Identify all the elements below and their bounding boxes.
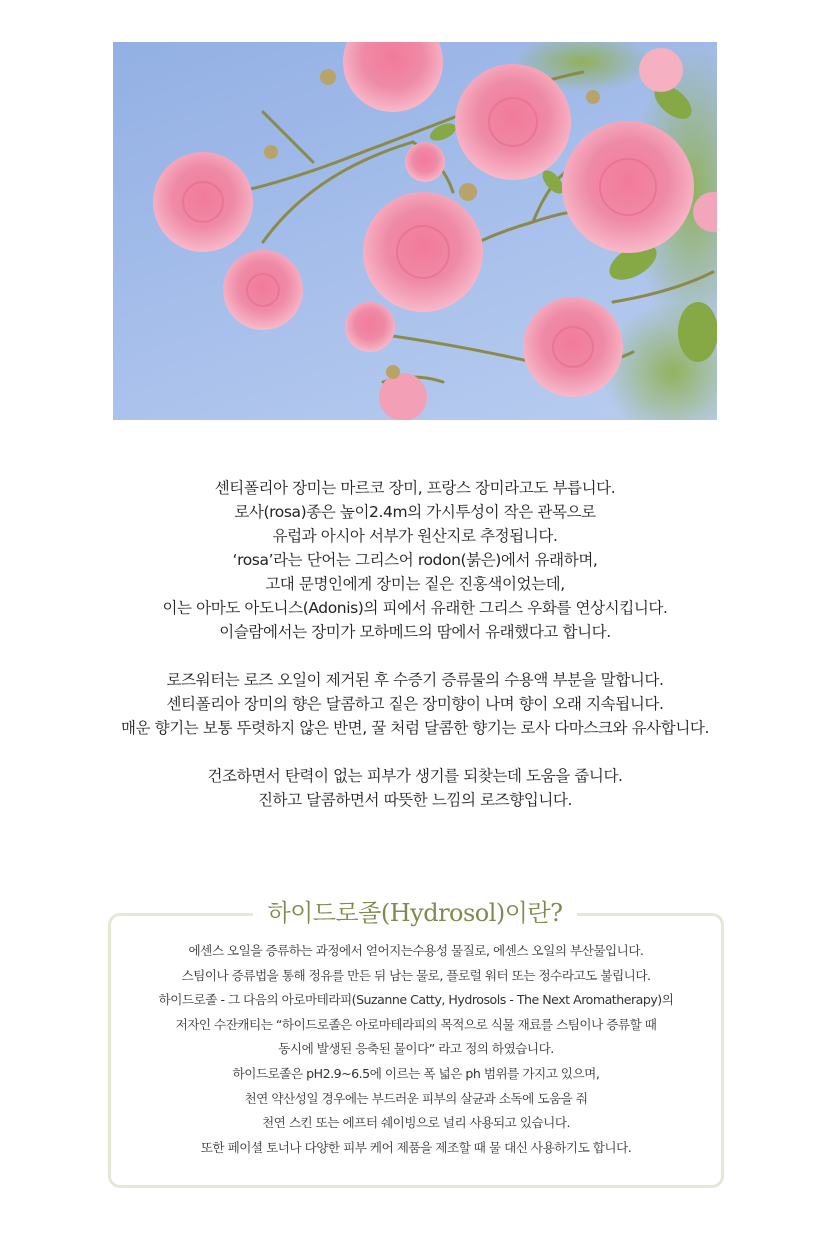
hydrosol-title: 하이드로졸(Hydrosol)이란? — [253, 893, 576, 928]
paragraph-gap — [0, 740, 830, 764]
intro-line: ‘rosa’라는 단어는 그리스어 rodon(붉은)에서 유래하며, — [232, 551, 598, 569]
intro-line: 로사(rosa)종은 높이2.4m의 가시투성이 작은 관목으로 — [234, 503, 596, 521]
hydrosol-line: 에센스 오일을 증류하는 과정에서 얻어지는수용성 물질로, 에센스 오일의 부산물입니다. — [188, 943, 644, 958]
hydrosol-line: 스팀이나 증류법을 통해 정유를 만든 뒤 남는 물로, 플로럴 워터 또는 정수라고도 불립니다. — [181, 967, 651, 983]
intro-line: 센티폴리아 장미는 마르코 장미, 프랑스 장미라고도 부릅니다. — [214, 479, 616, 497]
paragraph-gap — [0, 644, 830, 668]
intro-line: 이는 아마도 아도니스(Adonis)의 피에서 유래한 그리스 우화를 연상시킵니다. — [162, 599, 668, 617]
hydrosol-line: 하이드로졸 - 그 다음의 아로마테라피(Suzanne Catty, Hydrosols - The Next Aromatherapy)의 — [158, 992, 674, 1008]
rose-illustration — [113, 42, 717, 420]
hydrosol-line: 천연 스킨 또는 에프터 쉐이빙으로 널리 사용되고 있습니다. — [262, 1115, 570, 1131]
rose-photo — [113, 42, 717, 420]
intro-line: 이슬람에서는 장미가 모하메드의 땀에서 유래했다고 합니다. — [219, 623, 611, 641]
intro-text — [0, 476, 830, 812]
hydrosol-text — [108, 939, 724, 1160]
hydrosol-line: 또한 페이셜 토너나 다양한 피부 케어 제품을 제조할 때 물 대신 사용하기도 합니다. — [200, 1139, 632, 1155]
intro-line: 고대 문명인에게 장미는 짙은 진홍색이었는데, — [265, 575, 565, 593]
hydrosol-line: 동시에 발생된 응축된 물이다” 라고 정의 하였습니다. — [278, 1041, 554, 1057]
intro-line: 진하고 달콤하면서 따뜻한 느낌의 로즈향입니다. — [257, 791, 573, 809]
intro-line: 건조하면서 탄력이 없는 피부가 생기를 되찾는데 도움을 줍니다. — [207, 767, 623, 785]
hydrosol-title-wrap — [0, 893, 830, 928]
intro-line: 로즈워터는 로즈 오일이 제거된 후 수증기 증류물의 수용액 부분을 말합니다. — [166, 671, 664, 689]
intro-line: 유럽과 아시아 서부가 원산지로 추정됩니다. — [272, 527, 558, 545]
intro-line: 센티폴리아 장미의 향은 달콤하고 짙은 장미향이 나며 향이 오래 지속됩니다. — [166, 695, 664, 713]
hydrosol-line: 저자인 수잔캐티는 “하이드로졸은 아로마테라피의 목적으로 식물 재료를 스팀이나 증류할 때 — [175, 1016, 657, 1032]
hydrosol-line: 천연 약산성일 경우에는 부드러운 피부의 살균과 소독에 도움을 줘 — [244, 1090, 588, 1106]
intro-line: 매운 향기는 보통 뚜렷하지 않은 반면, 꿀 처럼 달콤한 향기는 로사 다마스크와 유사합니다. — [120, 719, 709, 737]
hydrosol-line: 하이드로졸은 pH2.9~6.5에 이르는 폭 넓은 ph 범위를 가지고 있으며, — [232, 1065, 600, 1081]
